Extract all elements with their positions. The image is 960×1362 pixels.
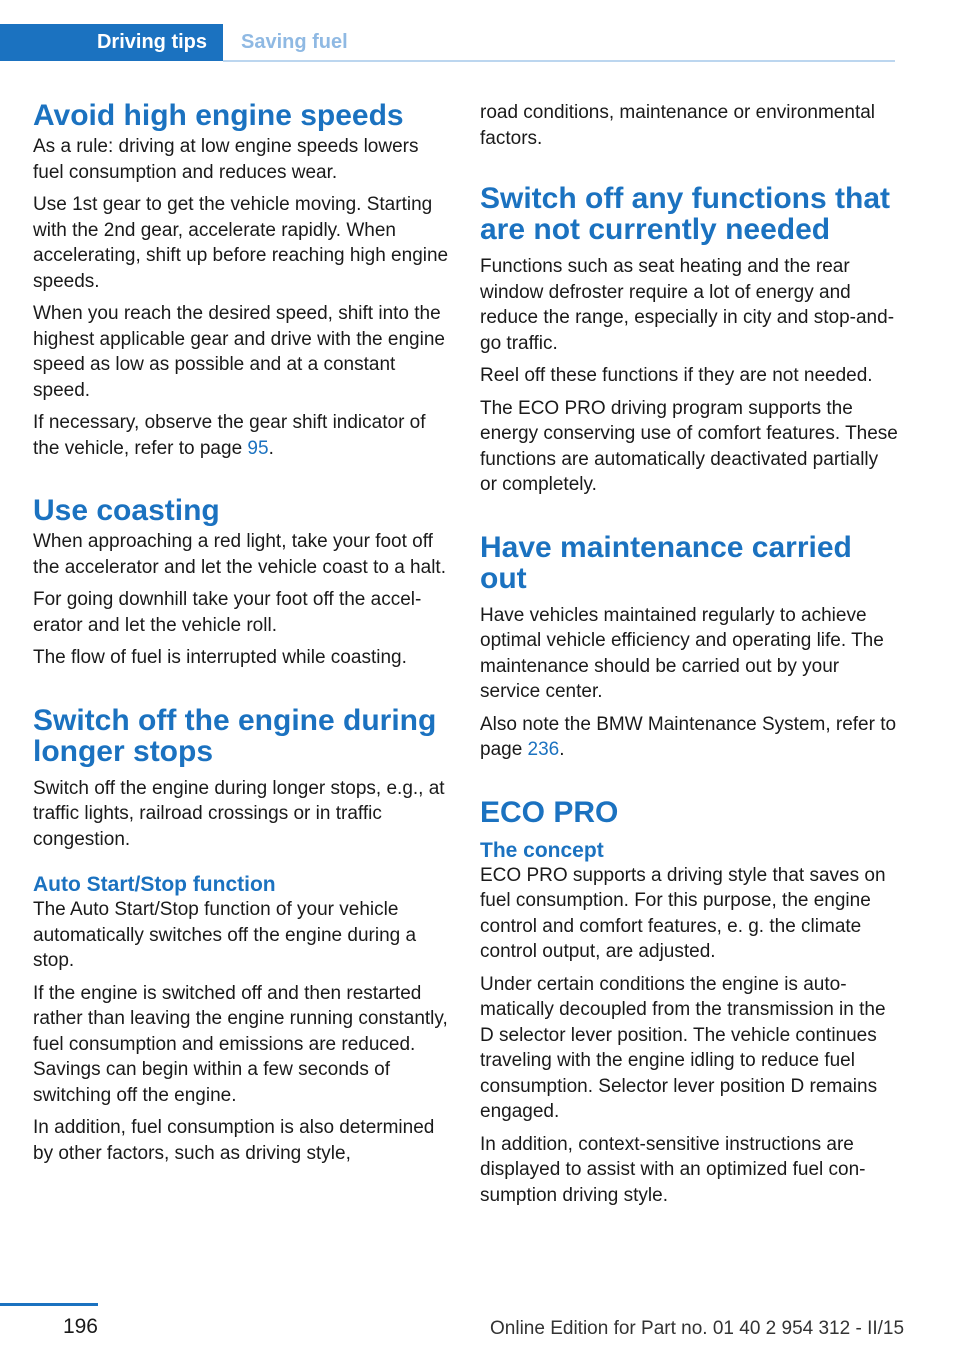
paragraph: The ECO PRO driving program supports the energy conserving use of comfort features. These functions are automatically deactivated partially or completely. — [480, 397, 898, 495]
heading-avoid-high-engine-speeds: Avoid high engine speeds — [33, 99, 404, 132]
heading-switch-off-engine: Switch off the engine during longer stops — [33, 703, 437, 768]
paragraph: Functions such as seat heating and the rear window defroster require a lot of energy and reduce the range, especially in city and stop-and-go traffic. — [480, 256, 895, 354]
header-divider — [223, 60, 895, 62]
paragraph — [33, 410, 451, 461]
paragraph: Under certain conditions the engine is automatically decoupled from the transmission in the D selector lever position. The vehicle continues traveling with the engine idling to reduce fuel consumption. Selector lever position D remains engaged. — [480, 973, 886, 1122]
page-header — [0, 0, 895, 62]
edition-note: Online Edition for Part no. 01 40 2 954 312 - II/15 — [490, 1318, 905, 1339]
paragraph-text: Also note the BMW Maintenance System, refer to page — [480, 713, 897, 760]
paragraph: road conditions, maintenance or environmental factors. — [480, 102, 876, 149]
section-tab[interactable]: Saving fuel — [241, 31, 348, 53]
paragraph: When you reach the desired speed, shift into the highest applicable gear and drive with the engine speed as low as possible and at a constant speed. — [33, 303, 445, 401]
paragraph: Use 1st gear to get the vehicle moving. Starting with the 2nd gear, accelerate rapidly. When accelerating, shift up before reaching high engine speeds. — [33, 194, 449, 292]
paragraph-text: . — [559, 739, 565, 760]
page-link-236[interactable]: 236 — [527, 739, 560, 760]
paragraph: If the engine is switched off and then restarted rather than leaving the engine running constantly, fuel consumption and emissions are reduced. Savings can begin within a few seconds of switching off the engine. — [33, 982, 448, 1106]
heading-use-coasting: Use coasting — [33, 494, 220, 527]
chapter-tab[interactable]: Driving tips — [0, 24, 223, 61]
page-link-95[interactable]: 95 — [247, 437, 269, 459]
paragraph: The Auto Start/Stop function of your vehicle automatically switches off the engine during a stop. — [33, 899, 417, 971]
paragraph-text: . — [268, 437, 274, 459]
right-column — [480, 100, 898, 1215]
paragraph: In addition, context-sensitive instructions are displayed to assist with an optimized fuel consumption driving style. — [480, 1133, 866, 1206]
heading-switch-off-functions: Switch off any functions that are not currently needed — [480, 182, 890, 246]
left-column — [33, 100, 451, 1173]
heading-auto-start-stop: Auto Start/Stop function — [33, 873, 276, 896]
heading-the-concept: The concept — [480, 838, 604, 862]
paragraph: ECO PRO supports a driving style that saves on fuel consumption. For this purpose, the engine control and comfort features, e. g. the climate control output, are adjusted. — [480, 864, 886, 962]
paragraph: Switch off the engine during longer stops, e.g., at traffic lights, railroad crossings or in traffic congestion. — [33, 777, 445, 850]
paragraph: In addition, fuel consumption is also determined by other factors, such as driving style, — [33, 1117, 435, 1164]
paragraph: Have vehicles maintained regularly to achieve optimal vehicle efficiency and operating life. The maintenance should be carried out by your service center. — [480, 604, 884, 702]
page-number: 196 — [62, 1315, 98, 1338]
paragraph-text: If necessary, observe the gear shift indicator of the vehicle, refer to page — [33, 412, 426, 459]
paragraph: For going downhill take your foot off the accelerator and let the vehicle roll. — [33, 589, 422, 636]
paragraph: Reel off these functions if they are not needed. — [480, 365, 873, 386]
paragraph: As a rule: driving at low engine speeds lowers fuel consumption and reduces wear. — [33, 136, 419, 183]
heading-maintenance: Have maintenance carried out — [480, 530, 852, 595]
paragraph: When approaching a red light, take your foot off the accelerator and let the vehicle coast to a halt. — [33, 531, 446, 578]
paragraph — [480, 712, 898, 763]
heading-eco-pro: ECO PRO — [480, 795, 619, 829]
paragraph: The flow of fuel is interrupted while coasting. — [33, 647, 407, 668]
footer-divider — [0, 1303, 98, 1306]
